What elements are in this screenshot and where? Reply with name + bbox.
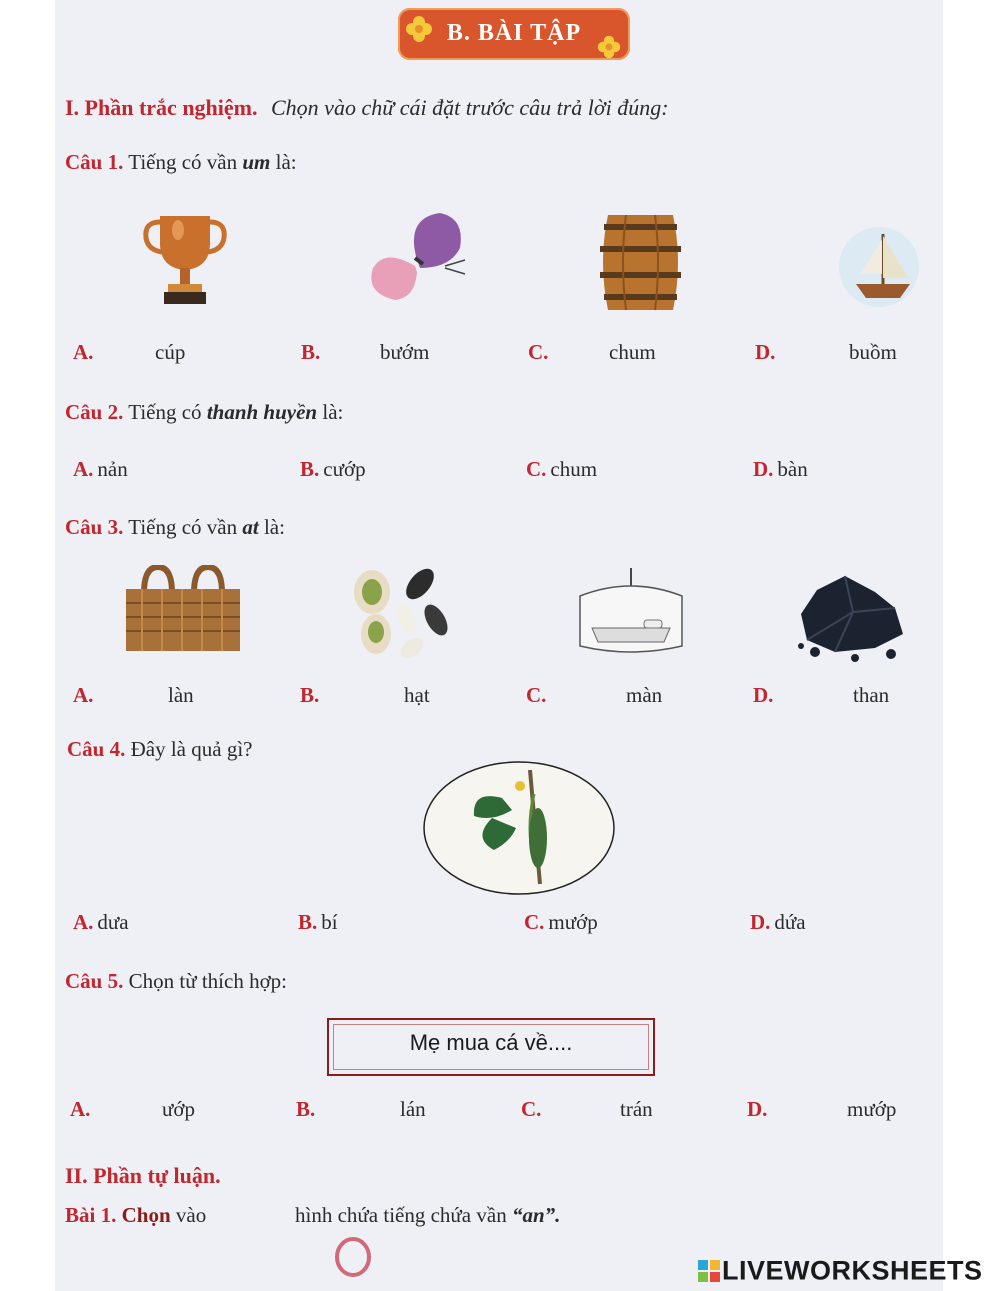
q3-text: Tiếng có vần (128, 515, 238, 539)
q5-prompt (65, 969, 287, 994)
q3-option-a-letter[interactable]: A. (73, 683, 94, 707)
section1-line (65, 95, 669, 121)
q3-label: Câu 3. (65, 515, 124, 539)
q1-option-d-word: buồm (849, 340, 897, 364)
q1-option-b-letter[interactable]: B. (301, 340, 321, 364)
q5-option-c-letter[interactable]: C. (521, 1097, 542, 1121)
bai1-bold-word: Chọn (121, 1203, 171, 1227)
q2-option-b[interactable] (300, 457, 366, 482)
q2-option-d-word: bàn (777, 457, 808, 481)
q1-options (73, 340, 923, 370)
bai1-text2-wrap (295, 1203, 560, 1228)
coal-image (795, 572, 910, 662)
bai1-text1: vào (175, 1203, 207, 1227)
q2-option-d-letter: D. (753, 457, 774, 481)
q2-option-a[interactable] (73, 457, 128, 482)
q5-label: Câu 5. (65, 969, 124, 993)
butterfly-image (365, 208, 470, 308)
q2-emph: thanh huyền (206, 400, 318, 424)
q2-option-d[interactable] (753, 457, 808, 482)
q1-prompt (65, 150, 297, 175)
q4-option-d-letter: D. (750, 910, 771, 934)
q1-text-after: là: (275, 150, 297, 174)
q4-option-a-word: dưa (97, 910, 129, 934)
section-banner (398, 8, 630, 60)
q4-option-d-word: dứa (774, 910, 806, 934)
barrel-image (598, 210, 683, 315)
q5-text: Chọn từ thích hợp: (128, 969, 288, 993)
q4-option-a[interactable] (73, 910, 129, 935)
q3-option-d-letter[interactable]: D. (753, 683, 774, 707)
q1-label: Câu 1. (65, 150, 124, 174)
q2-label: Câu 2. (65, 400, 124, 424)
q1-option-a-letter[interactable]: A. (73, 340, 94, 364)
q4-text: Đây là quả gì? (130, 737, 253, 761)
q1-text: Tiếng có vần (128, 150, 238, 174)
sentence-text: Mẹ mua cá về.... (409, 1030, 573, 1055)
q5-options (70, 1097, 920, 1127)
q3-text-after: là: (263, 515, 285, 539)
q4-options (73, 910, 923, 940)
q1-option-b-word: bướm (380, 340, 430, 364)
section2-heading: II. Phần tự luận. (65, 1163, 221, 1188)
q5-option-b-letter[interactable]: B. (296, 1097, 316, 1121)
q3-options (73, 683, 923, 713)
q2-option-a-word: nản (97, 457, 128, 481)
q5-option-b-word: lán (400, 1097, 426, 1121)
q4-option-c-letter: C. (524, 910, 545, 934)
q5-option-c-word: trán (620, 1097, 653, 1121)
q2-option-a-letter: A. (73, 457, 94, 481)
logo-text: LIVEWORKSHEETS (722, 1255, 983, 1286)
q2-option-c[interactable] (526, 457, 597, 482)
bai1-emph: “an”. (511, 1203, 561, 1227)
q1-emph: um (242, 150, 271, 174)
q2-options (73, 457, 923, 487)
q3-option-b-word: hạt (404, 683, 430, 707)
q3-emph: at (242, 515, 259, 539)
q2-text: Tiếng có (128, 400, 202, 424)
basket-image (122, 565, 244, 655)
q4-option-d[interactable] (750, 910, 806, 935)
q3-option-a-word: làn (168, 683, 194, 707)
q3-option-c-letter[interactable]: C. (526, 683, 547, 707)
q3-prompt (65, 515, 285, 540)
sentence-frame (327, 1018, 655, 1076)
q5-option-a-word: ướp (162, 1097, 195, 1121)
mosquito-net-image (572, 566, 690, 661)
q4-option-b-letter: B. (298, 910, 318, 934)
section1-instruction: Chọn vào chữ cái đặt trước câu trả lời đúng: (271, 95, 669, 120)
q1-option-a-word: cúp (155, 340, 186, 364)
q3-option-b-letter[interactable]: B. (300, 683, 320, 707)
bai1-text2: hình chứa tiếng chứa vần (295, 1203, 507, 1227)
q4-prompt (67, 737, 252, 762)
q4-label: Câu 4. (67, 737, 126, 761)
circle-marker-icon[interactable] (333, 1233, 373, 1279)
q1-option-c-letter[interactable]: C. (528, 340, 549, 364)
q5-option-a-letter[interactable]: A. (70, 1097, 91, 1121)
q1-option-d-letter[interactable]: D. (755, 340, 776, 364)
q4-option-c[interactable] (524, 910, 598, 935)
q3-option-d-word: than (853, 683, 890, 707)
q4-option-a-letter: A. (73, 910, 94, 934)
logo-grid-icon (698, 1260, 720, 1282)
q2-text-after: là: (322, 400, 344, 424)
q3-option-c-word: màn (626, 683, 663, 707)
loofah-image (422, 758, 617, 898)
q2-option-c-word: chum (550, 457, 598, 481)
q1-option-c-word: chum (609, 340, 656, 364)
q5-option-d-letter[interactable]: D. (747, 1097, 768, 1121)
bai1-line (65, 1203, 665, 1228)
sailboat-image (838, 226, 920, 308)
q2-prompt (65, 400, 343, 425)
q5-option-d-word: mướp (847, 1097, 897, 1121)
seeds-image (348, 562, 453, 662)
section1-heading: I. Phần trắc nghiệm. (65, 95, 258, 120)
liveworksheets-logo (698, 1254, 983, 1284)
trophy-image (140, 208, 230, 308)
q2-option-b-word: cướp (323, 457, 366, 481)
bai1-label: Bài 1. (65, 1203, 117, 1227)
banner-title: B. BÀI TẬP (446, 20, 582, 46)
q4-option-c-word: mướp (548, 910, 598, 934)
q2-option-c-letter: C. (526, 457, 547, 481)
q4-option-b[interactable] (298, 910, 338, 935)
q4-option-b-word: bí (321, 910, 338, 934)
q2-option-b-letter: B. (300, 457, 320, 481)
